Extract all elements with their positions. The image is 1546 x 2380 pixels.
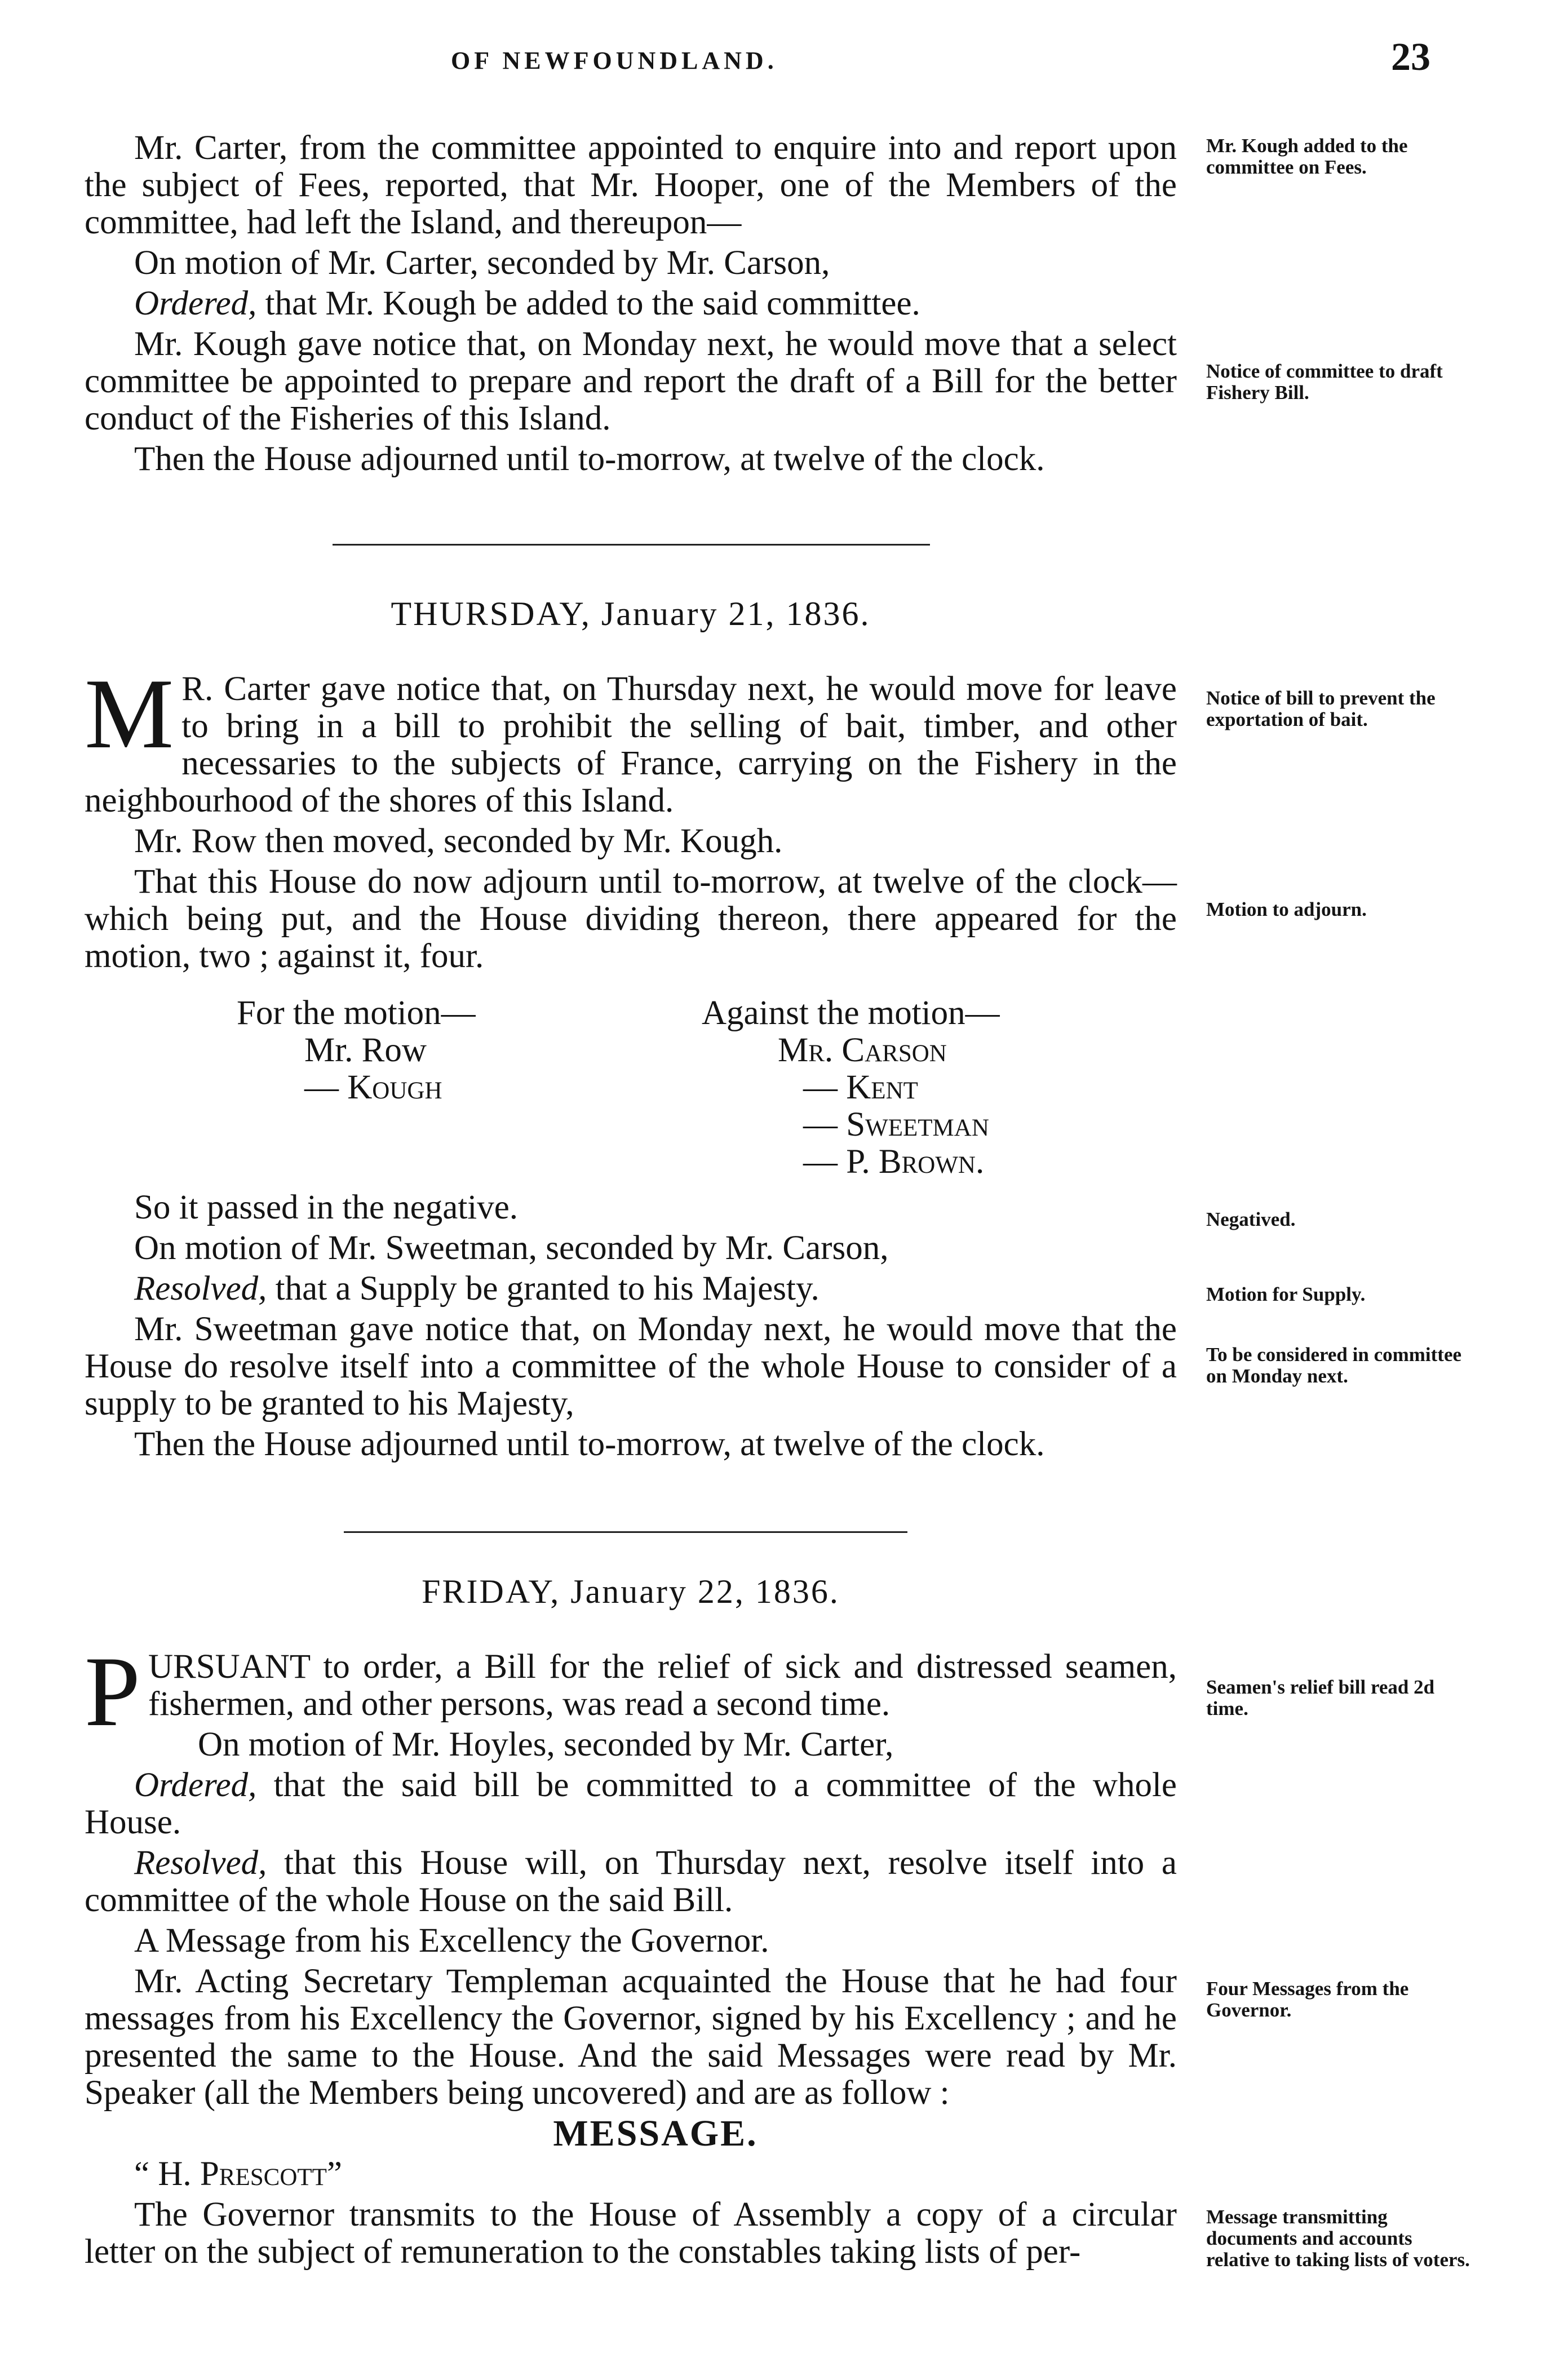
paragraph (85, 1767, 1177, 1841)
section-divider (333, 544, 930, 546)
margin-note: Mr. Kough added to the committee on Fees. (1206, 135, 1408, 178)
paragraph: Then the House adjourned until to-morrow, at twelve of the clock. (134, 440, 1045, 478)
running-header: OF NEWFOUNDLAND. (451, 47, 778, 74)
drop-cap: M (85, 658, 174, 769)
paragraph (85, 1845, 1177, 1919)
votes-against-heading: Against the motion— (702, 994, 1000, 1032)
paragraph-text: that the said bill be committed to a committee of the whole House. (85, 1766, 1177, 1841)
votes-for-heading: For the motion— (237, 994, 476, 1032)
paragraph-text: that this House will, on Thursday next, resolve itself into a committee of the whole House on the said Bill. (85, 1844, 1177, 1919)
paragraph: Mr. Row then moved, seconded by Mr. Kough. (134, 822, 783, 860)
paragraph (85, 658, 1177, 819)
member-name: — Kent (803, 1069, 918, 1106)
paragraph: Then the House adjourned until to-morrow, at twelve of the clock. (134, 1425, 1045, 1463)
margin-note: Seamen's relief bill read 2d time. (1206, 1676, 1435, 1719)
paragraph: A Message from his Excellency the Governor. (134, 1922, 769, 1960)
margin-note: Motion for Supply. (1206, 1283, 1366, 1305)
margin-note: Motion to adjourn. (1206, 898, 1367, 920)
day-heading: FRIDAY, January 22, 1836. (422, 1573, 840, 1610)
day-heading: THURSDAY, January 21, 1836. (391, 595, 871, 632)
paragraph: Mr. Kough gave notice that, on Monday next, he would move that a select committee be appointed to prepare and report the draft of a Bill for the better conduct of the Fisheries of this Island. (85, 325, 1177, 437)
votes-against (702, 995, 1000, 1181)
votes-for (237, 995, 476, 1106)
member-name: Mr. Carson (778, 1031, 947, 1069)
paragraph: That this House do now adjourn until to-morrow, at twelve of the clock—which being put, and the House dividing thereon, there appeared for the motion, two ; against it, four. (85, 863, 1177, 975)
member-name: — Sweetman (803, 1106, 989, 1144)
member-name: — Kough (304, 1069, 442, 1106)
paragraph (85, 1270, 1177, 1308)
ordered-label: Ordered, (134, 1766, 257, 1804)
ordered-label: Ordered, (134, 285, 257, 322)
page-number: 23 (1391, 36, 1430, 79)
message-title: MESSAGE. (553, 2113, 758, 2154)
paragraph: Mr. Acting Secretary Templeman acquainted the House that he had four messages from his Excellency the Governor, signed by his Excellency ; and he presented the same to the House. And the said Messages were read by Mr. Speaker (all the Members being uncovered) and are as follow : (85, 1962, 1177, 2112)
paragraph: On motion of Mr. Carter, seconded by Mr. Carson, (134, 244, 830, 282)
drop-cap: P (85, 1636, 140, 1747)
paragraph-text: URSUANT to order, a Bill for the relief of sick and distressed seamen, fishermen, and other persons, was read a second time. (148, 1648, 1177, 1723)
margin-note: Negatived. (1206, 1208, 1296, 1230)
resolved-label: Resolved, (134, 1270, 267, 1308)
member-name: Mr. Row (304, 1031, 427, 1069)
margin-note: Notice of committee to draft Fishery Bill. (1206, 360, 1443, 404)
paragraph: The Governor transmits to the House of Assembly a copy of a circular letter on the subject of remuneration to the constables taking lists of per- (85, 2196, 1177, 2271)
paragraph: On motion of Mr. Hoyles, seconded by Mr. Carter, (198, 1726, 894, 1763)
paragraph: So it passed in the negative. (134, 1189, 519, 1226)
margin-note: Four Messages from the Governor. (1206, 1978, 1409, 2021)
margin-note: To be considered in committee on Monday next. (1206, 1344, 1462, 1387)
paragraph-text: that Mr. Kough be added to the said committee. (256, 285, 920, 322)
paragraph-text: R. Carter gave notice that, on Thursday next, he would move for leave to bring in a bill to prohibit the selling of bait, timber, and other necessaries to the subjects of France, carrying on the Fishery in the neighbourhood of the shores of this Island. (85, 670, 1177, 819)
paragraph-text: that a Supply be granted to his Majesty. (267, 1270, 819, 1308)
section-fees-committee (85, 130, 1177, 481)
section-thursday (85, 658, 1177, 978)
paragraph: On motion of Mr. Sweetman, seconded by Mr. Carson, (134, 1229, 889, 1267)
paragraph (85, 285, 1177, 322)
resolved-label: Resolved, (134, 1844, 267, 1882)
paragraph: Mr. Carter, from the committee appointed to enquire into and report upon the subject of Fees, reported, that Mr. Hooper, one of the Members of the committee, had left the Island, and thereupon— (85, 129, 1177, 241)
member-name: — P. Brown. (803, 1143, 985, 1181)
paragraph: Mr. Sweetman gave notice that, on Monday next, he would move that the House do resolve itself into a committee of the whole House to consider of a supply to be granted to his Majesty, (85, 1310, 1177, 1422)
section-thursday-cont (85, 1189, 1177, 1466)
section-friday (85, 1636, 1177, 2274)
section-divider (344, 1531, 907, 1533)
signature: “ H. Prescott” (134, 2155, 343, 2193)
margin-note: Notice of bill to prevent the exportation of bait. (1206, 687, 1436, 730)
margin-note: Message transmitting documents and accounts relative to taking lists of voters. (1206, 2206, 1470, 2271)
